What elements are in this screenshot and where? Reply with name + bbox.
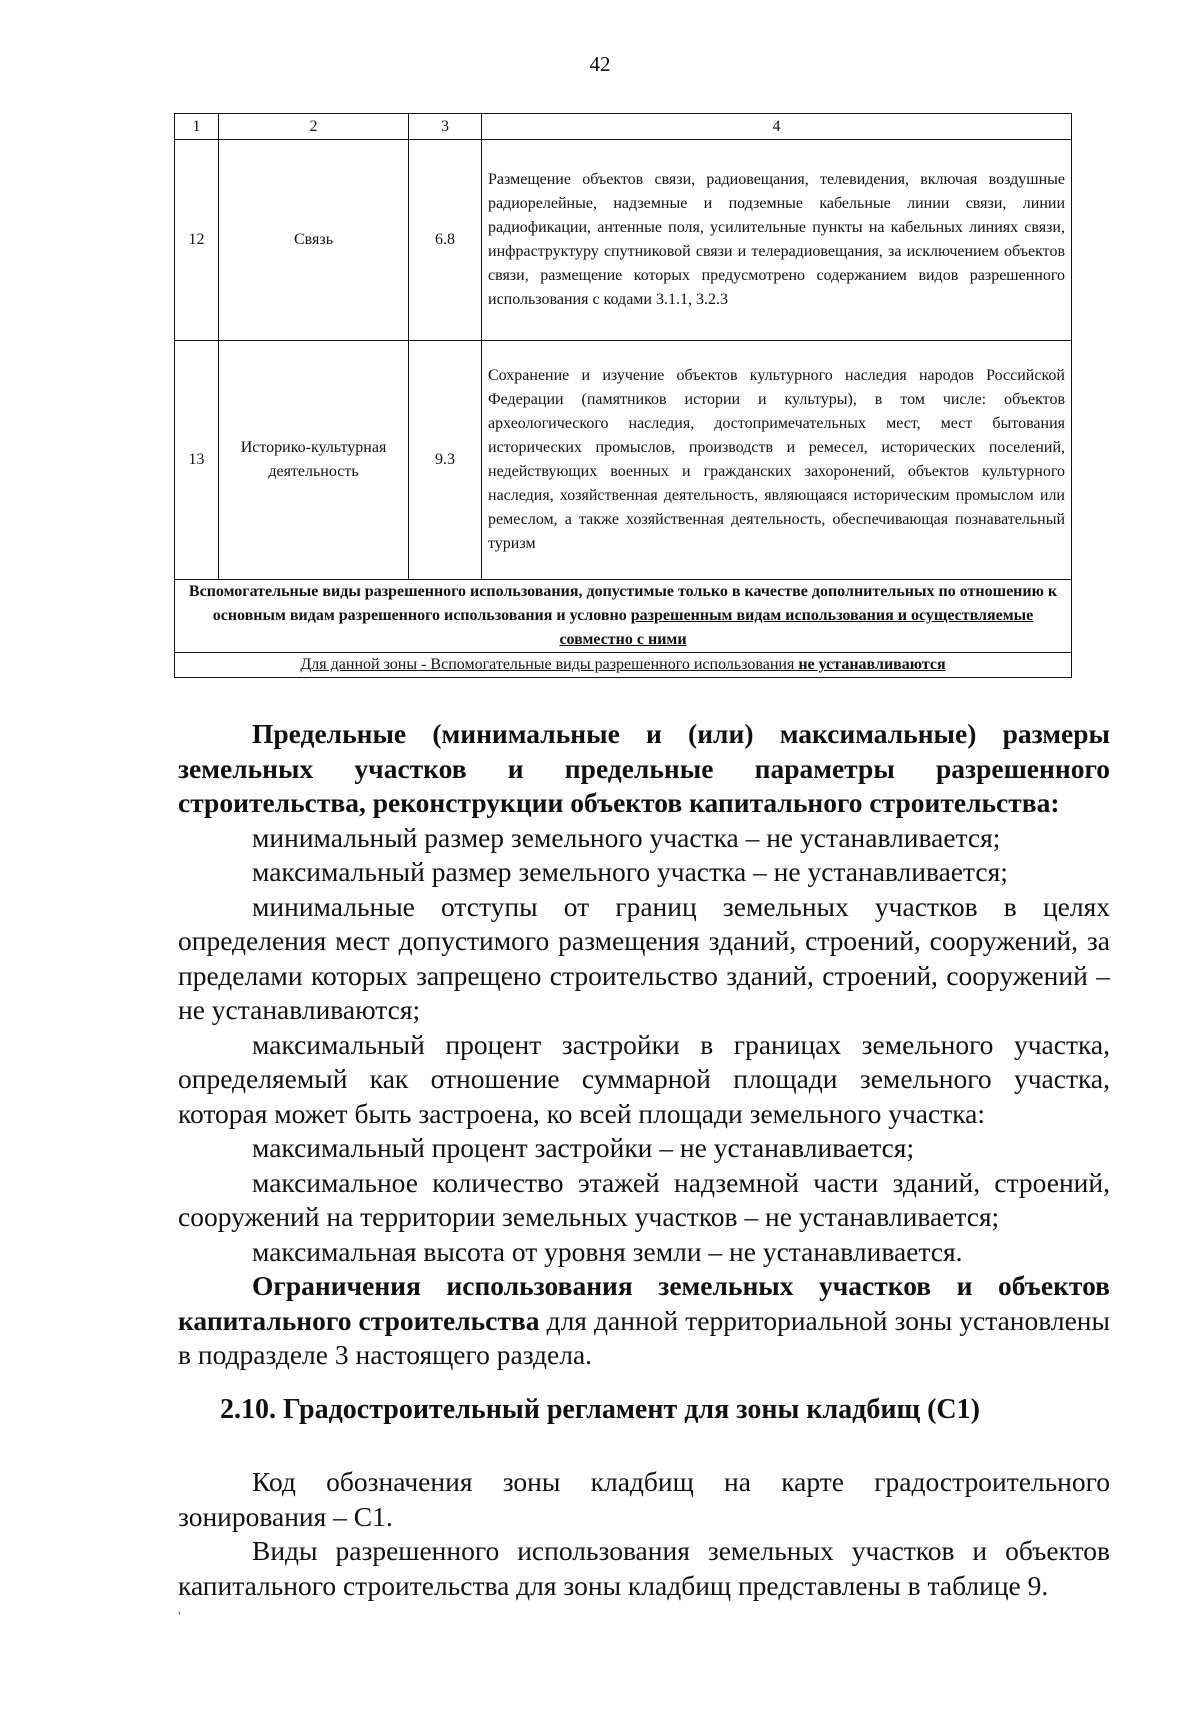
stray-mark: ' bbox=[178, 1610, 181, 1625]
auxiliary-heading bbox=[175, 580, 1072, 653]
section-title: 2.10. Градостроительный регламент для зоны кладбищ (С1) bbox=[220, 1394, 980, 1425]
zone-types-paragraph: Виды разрешенного использования земельных участков и объектов капитального строительства для зоны кладбищ представлены в таблице 9. bbox=[178, 1535, 1110, 1601]
auxiliary-note-bold: не устанавливаются bbox=[798, 656, 946, 673]
param-max-coverage: максимальный процент застройки – не устанавливается; bbox=[252, 1132, 915, 1163]
column-number-2: 2 bbox=[219, 114, 409, 140]
restrictions-paragraph bbox=[178, 1269, 1110, 1373]
auxiliary-heading-row bbox=[175, 580, 1072, 653]
restrictions-bold: Ограничения использования земельных участков и объектов капитального строительства bbox=[178, 1270, 1110, 1336]
use-type-code: 9.3 bbox=[409, 341, 482, 580]
zone-code-paragraph: Код обозначения зоны кладбищ на карте градостроительного зонирования – С1. bbox=[178, 1466, 1110, 1532]
table-row bbox=[175, 341, 1072, 580]
use-type-name: Связь bbox=[219, 140, 409, 341]
use-type-description: Размещение объектов связи, радиовещания, телевидения, включая воздушные радиорелейные, надземные и подземные кабельные линии связи, линии радиофикации, антенные поля, усилительные пункты на кабельных линиях связи, инфраструктуру спутниковой связи и телерадиовещания, за исключением объектов связи, размещение которых предусмотрено содержанием видов разрешенного использования с кодами 3.1.1, 3.2.3 bbox=[482, 140, 1072, 341]
land-use-table bbox=[174, 113, 1072, 678]
auxiliary-note-prefix: Для данной зоны - Вспомогательные виды разрешенного использования bbox=[300, 656, 799, 673]
page-number: 42 bbox=[589, 52, 611, 76]
table-row bbox=[175, 140, 1072, 341]
param-min-plot-size: минимальный размер земельного участка – не устанавливается; bbox=[252, 821, 1001, 853]
column-number-4: 4 bbox=[482, 114, 1072, 140]
column-number-3: 3 bbox=[409, 114, 482, 140]
auxiliary-heading-underlined: разрешенным видам использования и осуществляемые совместно с ними bbox=[559, 607, 1034, 648]
restrictions-rest: для данной территориальной зоны установлены в подразделе 3 настоящего раздела. bbox=[178, 1304, 1110, 1370]
use-type-name: Историко-культурная деятельность bbox=[219, 341, 409, 580]
param-max-plot-size: максимальный размер земельного участка – не устанавливается; bbox=[252, 856, 1008, 887]
param-min-setbacks: минимальные отступы от границ земельных участков в целях определения мест допустимого размещения зданий, строений, сооружений, за пределами которых запрещено строительство зданий, строений, сооружений – не устанавливаются; bbox=[178, 890, 1110, 1025]
parameters-heading: Предельные (минимальные и (или) максимальные) размеры земельных участков и предельные параметры разрешенного строительства, реконструкции объектов капитального строительства: bbox=[178, 718, 1110, 818]
column-number-1: 1 bbox=[175, 114, 219, 140]
zone-description bbox=[178, 1465, 1110, 1603]
auxiliary-note-row bbox=[175, 653, 1072, 678]
row-number: 12 bbox=[175, 140, 219, 341]
param-max-height: максимальная высота от уровня земли – не устанавливается. bbox=[252, 1235, 963, 1267]
param-max-floors: максимальное количество этажей надземной части зданий, строений, сооружений на территории земельных участков – не устанавливается; bbox=[178, 1166, 1110, 1232]
parameters-section bbox=[178, 717, 1110, 1373]
auxiliary-heading-text: Вспомогательные виды разрешенного использования, допустимые только в качестве дополнительных по отношению к основным видам разрешенного использования и условно bbox=[188, 583, 1058, 624]
use-type-code: 6.8 bbox=[409, 140, 482, 341]
auxiliary-note bbox=[175, 653, 1072, 678]
use-type-description: Сохранение и изучение объектов культурного наследия народов Российской Федерации (памятников истории и культуры), в том числе: объектов археологического наследия, достопримечательных мест, мест бытования исторических промыслов, производств и ремесел, исторических поселений, недействующих военных и гражданских захоронений, объектов культурного наследия, хозяйственная деятельность, являющаяся историческим промыслом или ремеслом, а также хозяйственная деятельность, обеспечивающая познавательный туризм bbox=[482, 341, 1072, 580]
table-header-row bbox=[175, 114, 1072, 140]
row-number: 13 bbox=[175, 341, 219, 580]
param-max-coverage-definition: максимальный процент застройки в границах земельного участка, определяемый как отношение суммарной площади земельного участка, которая может быть застроена, ко всей площади земельного участка: bbox=[178, 1028, 1110, 1129]
